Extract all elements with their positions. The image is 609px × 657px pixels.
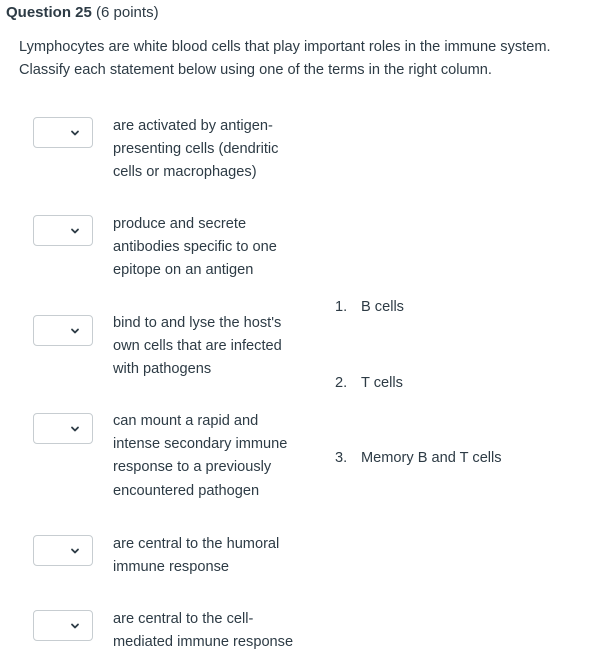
option-t-cells (335, 375, 403, 391)
option-b-cells (335, 299, 404, 315)
statement-line: are activated by antigen- (113, 118, 273, 134)
statement-line: produce and secrete (113, 216, 247, 232)
prompt-line-2: Classify each statement below using one of the terms in the right column. (19, 62, 492, 78)
statement-line: are central to the cell- (113, 611, 254, 627)
statement-select-4[interactable] (33, 413, 93, 444)
statement-text-2 (113, 213, 313, 283)
chevron-down-icon (69, 325, 81, 337)
question-points: (6 points) (96, 4, 159, 21)
statement-line: bind to and lyse the host's (113, 315, 282, 331)
option-label: B cells (361, 299, 404, 315)
chevron-down-icon (69, 127, 81, 139)
statement-select-6[interactable] (33, 610, 93, 641)
statement-line: antibodies specific to one (113, 239, 277, 256)
prompt-line-1: Lymphocytes are white blood cells that play important roles in the immune system. (19, 39, 551, 55)
statement-line: presenting cells (dendritic (113, 141, 279, 158)
option-label: T cells (361, 375, 403, 391)
question-header (6, 4, 159, 21)
statement-line: are central to the humoral (113, 536, 280, 552)
statement-text-1 (113, 115, 313, 185)
option-number: 2. (335, 375, 348, 391)
statement-line: encountered pathogen (113, 482, 260, 499)
statement-text-3 (113, 312, 313, 382)
chevron-down-icon (69, 423, 81, 435)
statement-text-4 (113, 410, 313, 503)
statement-line: immune response (113, 559, 229, 576)
question-prompt (19, 36, 609, 82)
statement-line: response to a previously (113, 459, 272, 476)
chevron-down-icon (69, 545, 81, 557)
statement-text-6 (113, 608, 313, 654)
statement-select-3[interactable] (33, 315, 93, 346)
statement-text-5 (113, 533, 313, 579)
option-number: 1. (335, 299, 348, 315)
statement-line: can mount a rapid and (113, 413, 259, 429)
option-memory-b-and-t-cells (335, 450, 502, 466)
option-number: 3. (335, 450, 348, 466)
statement-line: intense secondary immune (113, 436, 288, 453)
chevron-down-icon (69, 225, 81, 237)
statement-select-1[interactable] (33, 117, 93, 148)
option-label: Memory B and T cells (361, 450, 502, 466)
statement-line: with pathogens (113, 361, 212, 378)
chevron-down-icon (69, 620, 81, 632)
question-title: Question 25 (6, 4, 92, 21)
statement-select-5[interactable] (33, 535, 93, 566)
statement-select-2[interactable] (33, 215, 93, 246)
statement-line: cells or macrophages) (113, 164, 257, 181)
statement-line: own cells that are infected (113, 338, 282, 355)
statement-line: mediated immune response (113, 634, 294, 651)
statement-line: epitope on an antigen (113, 262, 254, 279)
